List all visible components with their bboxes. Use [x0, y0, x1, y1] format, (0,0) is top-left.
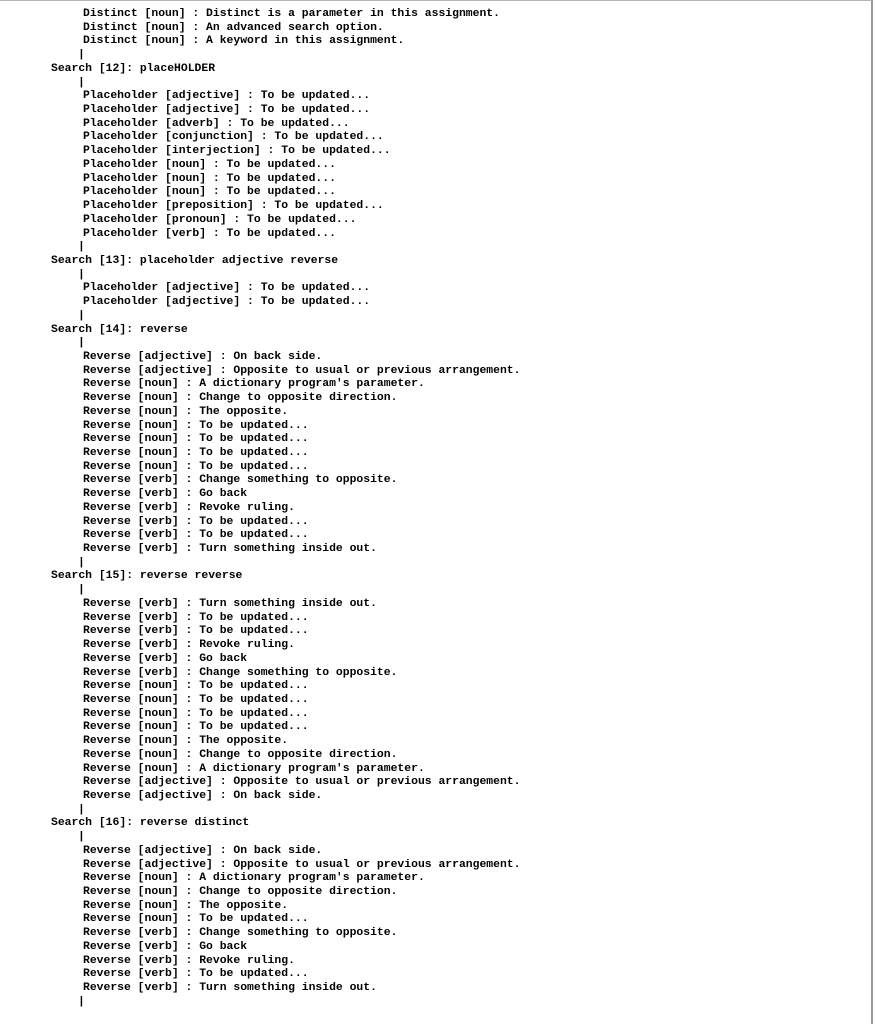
result-entry: Reverse [noun] : Change to opposite direction.: [83, 392, 398, 405]
result-entry: Placeholder [adjective] : To be updated...: [83, 104, 371, 117]
tree-connector-bar: |: [78, 309, 85, 322]
result-entry: Reverse [noun] : To be updated...: [83, 680, 309, 693]
search-output-log: [51, 8, 520, 1009]
result-entry: Reverse [verb] : Turn something inside out.: [83, 543, 377, 556]
result-entry: Reverse [noun] : A dictionary program's parameter.: [83, 872, 425, 885]
result-entry: Reverse [verb] : Go back: [83, 652, 248, 665]
result-entry: Reverse [verb] : Revoke ruling.: [83, 501, 295, 514]
result-entry: Reverse [verb] : To be updated...: [83, 515, 309, 528]
result-entry: Reverse [verb] : To be updated...: [83, 625, 309, 638]
result-entry: Reverse [noun] : To be updated...: [83, 707, 309, 720]
result-entry: Reverse [verb] : Revoke ruling.: [83, 954, 295, 967]
result-entry: Placeholder [preposition] : To be updated...: [83, 200, 384, 213]
result-entry: Reverse [noun] : To be updated...: [83, 433, 309, 446]
tree-connector-bar: |: [78, 584, 85, 597]
result-entry: Reverse [noun] : A dictionary program's parameter.: [83, 378, 425, 391]
result-entry: Reverse [verb] : To be updated...: [83, 968, 309, 981]
tree-connector-bar: |: [78, 49, 85, 62]
tree-connector-bar: |: [78, 995, 85, 1008]
tree-connector-bar: |: [78, 803, 85, 816]
result-entry: Reverse [adjective] : On back side.: [83, 350, 323, 363]
result-entry: Reverse [noun] : To be updated...: [83, 693, 309, 706]
search-heading: Search [16]: reverse distinct: [51, 817, 250, 830]
result-entry: Reverse [adjective] : Opposite to usual or previous arrangement.: [83, 364, 521, 377]
result-entry: Distinct [noun] : Distinct is a parameter in this assignment.: [83, 8, 500, 20]
result-entry: Reverse [noun] : To be updated...: [83, 460, 309, 473]
tree-connector-bar: |: [78, 76, 85, 89]
result-entry: Placeholder [adjective] : To be updated...: [83, 282, 371, 295]
result-entry: Reverse [verb] : Change something to opposite.: [83, 474, 398, 487]
search-heading: Search [13]: placeholder adjective reverse: [51, 254, 339, 267]
result-entry: Placeholder [noun] : To be updated...: [83, 172, 336, 185]
result-entry: Placeholder [interjection] : To be updated...: [83, 145, 391, 158]
search-heading: Search [14]: reverse: [51, 323, 188, 336]
result-entry: Distinct [noun] : An advanced search option.: [83, 21, 384, 34]
result-entry: Placeholder [verb] : To be updated...: [83, 227, 336, 240]
result-entry: Placeholder [noun] : To be updated...: [83, 158, 336, 171]
tree-connector-bar: |: [78, 831, 85, 844]
result-entry: Reverse [noun] : The opposite.: [83, 405, 289, 418]
result-entry: Reverse [noun] : A dictionary program's parameter.: [83, 762, 425, 775]
result-entry: Reverse [verb] : Turn something inside out.: [83, 597, 377, 610]
result-entry: Reverse [adjective] : On back side.: [83, 844, 323, 857]
result-entry: Reverse [verb] : To be updated...: [83, 611, 309, 624]
result-entry: Reverse [noun] : The opposite.: [83, 735, 289, 748]
result-entry: Placeholder [adjective] : To be updated...: [83, 90, 371, 103]
result-entry: Reverse [verb] : Go back: [83, 940, 248, 953]
result-entry: Placeholder [adjective] : To be updated...: [83, 296, 371, 309]
result-entry: Reverse [verb] : Turn something inside out.: [83, 982, 377, 995]
search-heading: Search [12]: placeHOLDER: [51, 62, 216, 75]
result-entry: Reverse [verb] : Go back: [83, 488, 248, 501]
result-entry: Reverse [verb] : Change something to opposite.: [83, 927, 398, 940]
result-entry: Reverse [noun] : Change to opposite direction.: [83, 886, 398, 898]
result-entry: Reverse [adjective] : Opposite to usual or previous arrangement.: [83, 858, 521, 871]
tree-connector-bar: |: [78, 556, 85, 569]
result-entry: Distinct [noun] : A keyword in this assignment.: [83, 35, 405, 48]
result-entry: Placeholder [pronoun] : To be updated...: [83, 213, 357, 226]
result-entry: Reverse [verb] : Revoke ruling.: [83, 639, 295, 652]
result-entry: Placeholder [noun] : To be updated...: [83, 186, 336, 199]
result-entry: Reverse [adjective] : On back side.: [83, 789, 323, 802]
result-entry: Reverse [noun] : To be updated...: [83, 721, 309, 734]
result-entry: Reverse [verb] : Change something to opposite.: [83, 666, 398, 679]
result-entry: Placeholder [conjunction] : To be updated...: [83, 131, 384, 144]
tree-connector-bar: |: [78, 268, 85, 281]
result-entry: Reverse [verb] : To be updated...: [83, 529, 309, 542]
result-entry: Placeholder [adverb] : To be updated...: [83, 117, 350, 130]
result-entry: Reverse [noun] : To be updated...: [83, 447, 309, 459]
tree-connector-bar: |: [78, 337, 85, 350]
search-heading: Search [15]: reverse reverse: [51, 570, 243, 583]
result-entry: Reverse [noun] : Change to opposite direction.: [83, 748, 398, 761]
result-entry: Reverse [noun] : The opposite.: [83, 899, 289, 912]
tree-connector-bar: |: [78, 241, 85, 254]
result-entry: Reverse [noun] : To be updated...: [83, 913, 309, 926]
result-entry: Reverse [noun] : To be updated...: [83, 419, 309, 432]
result-entry: Reverse [adjective] : Opposite to usual or previous arrangement.: [83, 776, 521, 789]
